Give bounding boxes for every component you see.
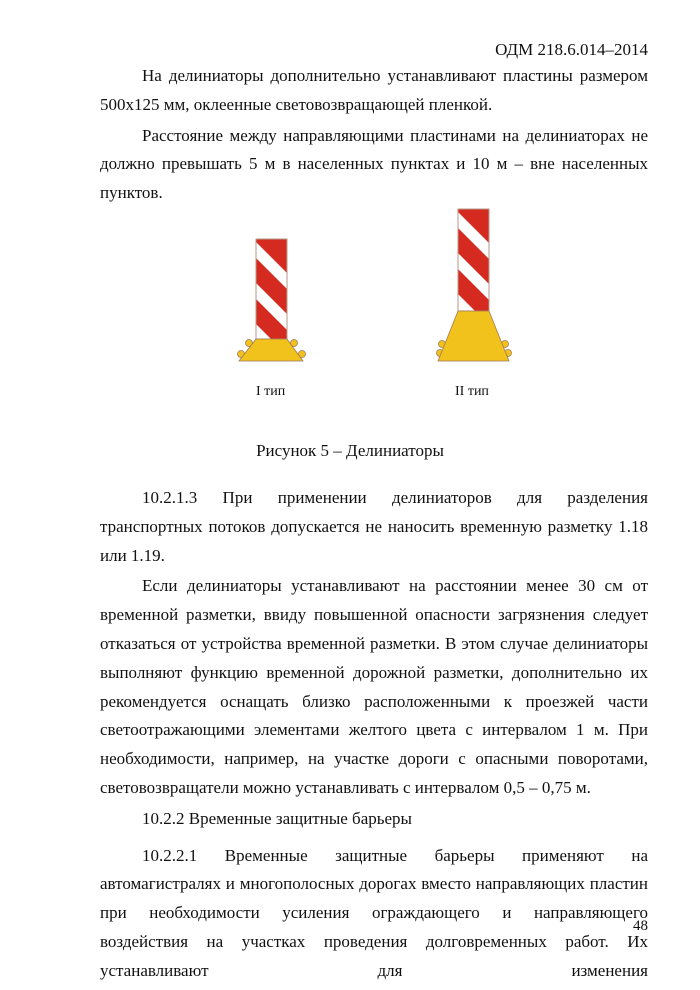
figure-caption: Рисунок 5 – Делиниаторы [256, 441, 444, 460]
main-text [100, 484, 648, 986]
page-number: 48 [633, 918, 648, 934]
delineators-figure [0, 200, 700, 410]
figure-label-type-2: II тип [455, 384, 489, 399]
paragraph: 10.2.1.3 При применении делиниаторов для разделения транспортных потоков допускается не наносить временную разметку 1.18 или 1.19. [100, 488, 648, 565]
section-heading: 10.2.2 Временные защитные барьеры [142, 808, 412, 828]
document-code: ОДМ 218.6.014–2014 [495, 40, 648, 59]
paragraph: Расстояние между направляющими пластинами на делиниаторах не должно превышать 5 м в населенных пунктах и 10 м – вне населенных пунктов. [100, 125, 648, 203]
paragraph: 10.2.2.1 Временные защитные барьеры применяют на автомагистралях и многополосных дорогах вместо направляющих пластин при необходимости усиления ограждающего и направляющего воздействия на участках проведения долговременных работ. Их устанавливают для изменения [100, 845, 648, 980]
paragraph: На делиниаторы дополнительно устанавливают пластины размером 500х125 мм, оклеенные световозвращающей пленкой. [100, 66, 648, 114]
paragraph: Если делиниаторы устанавливают на расстоянии менее 30 см от временной разметки, ввиду повышенной опасности загрязнения следует отказаться от устройства временной разметки. В этом случае делиниаторы выполняют функцию временной дорожной разметки, дополнительно их рекомендуется оснащать близко расположенными к проезжей части светоотражающими элементами желтого цвета с интервалом 1 м. При необходимости, например, на участке дороги с опасными поворотами, световозвращатели можно устанавливать с интервалом 0,5 – 0,75 м. [100, 576, 648, 797]
delineator-type-1-icon [238, 239, 306, 361]
delineator-type-2-icon [437, 209, 512, 361]
intro-text [100, 62, 648, 208]
figure-label-type-1: I тип [256, 384, 286, 399]
